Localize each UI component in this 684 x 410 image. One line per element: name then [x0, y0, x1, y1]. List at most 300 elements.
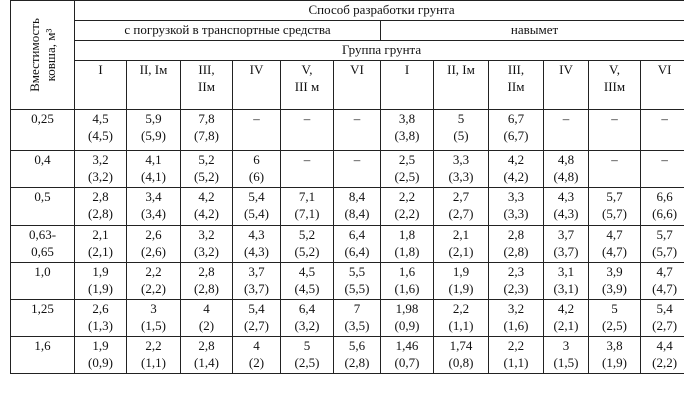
norm-value: 5,6	[348, 337, 366, 353]
norm-value: 3,1	[557, 263, 575, 279]
norm-value-cell	[281, 336, 334, 373]
norm-value-cell	[233, 225, 281, 262]
soil-group-header: Группа грунта	[75, 41, 684, 61]
norm-value-cell	[381, 188, 434, 225]
norm-value: 2,1	[92, 226, 109, 242]
norm-value: 3,3	[452, 152, 470, 168]
soil-group-cell	[434, 61, 489, 110]
norm-value-cell	[589, 262, 641, 299]
norm-value: –	[303, 111, 311, 126]
norm-value: 5,2	[198, 152, 215, 168]
norm-value-cell	[233, 262, 281, 299]
norm-value: 5	[303, 337, 311, 353]
norm-value-cell	[334, 188, 381, 225]
table-row	[11, 110, 684, 151]
norm-value: 2,2	[145, 337, 162, 353]
norm-value: 4	[253, 337, 260, 353]
norm-value: (2,2)	[394, 206, 420, 222]
norm-value: 2,1	[452, 226, 470, 242]
norm-value: (4,2)	[194, 206, 219, 222]
norm-value: (0,7)	[394, 354, 420, 370]
norm-value: (2,8)	[194, 280, 219, 296]
norm-value: 3,3	[507, 189, 525, 205]
norm-value-cell	[641, 151, 684, 188]
norm-value-cell	[544, 225, 589, 262]
norm-value: 2,8	[92, 189, 109, 205]
bucket-capacity-value: 0,4	[34, 152, 51, 168]
norm-value: 8,4	[348, 189, 366, 205]
soil-group-line: IV	[559, 62, 573, 77]
norm-value: 3,4	[145, 189, 162, 205]
norm-value: (6)	[248, 169, 265, 185]
norm-value: (0,9)	[88, 354, 113, 370]
norm-value-cell	[544, 299, 589, 336]
norm-value-cell	[489, 225, 544, 262]
norm-value-cell	[641, 336, 684, 373]
table-row	[11, 299, 684, 336]
norm-value: 4,3	[557, 189, 575, 205]
norm-value: –	[611, 111, 618, 126]
norm-value: 5,7	[656, 226, 673, 242]
norm-value: 2,2	[452, 300, 470, 316]
norm-value: (2,1)	[553, 317, 579, 333]
norm-value: (6,6)	[652, 206, 678, 222]
norm-value: (1,9)	[88, 280, 113, 296]
excavator-norms-table	[10, 0, 684, 374]
bucket-capacity-value: 1,0	[34, 263, 51, 279]
table-row	[11, 188, 684, 225]
norm-value: (3,4)	[141, 206, 166, 222]
norm-value: 3,2	[507, 300, 525, 316]
norm-value: 2,3	[507, 263, 525, 279]
soil-group-line: VI	[350, 62, 364, 77]
norm-value: 6,4	[348, 226, 366, 242]
norm-value: (3,2)	[294, 317, 320, 333]
norm-value: 5,7	[606, 189, 623, 205]
casting-header: навымет	[381, 21, 684, 41]
norm-value: 2,2	[507, 337, 525, 353]
norm-value: (4,3)	[553, 206, 579, 222]
norm-value-cell	[381, 299, 434, 336]
norm-value: (1,3)	[88, 317, 113, 333]
bucket-capacity-cell	[11, 225, 75, 262]
norm-value: 3,2	[198, 226, 215, 242]
soil-group-line: III м	[294, 79, 320, 94]
norm-value: (5,2)	[194, 169, 219, 185]
soil-group-line: IV	[249, 62, 264, 77]
bucket-capacity-value: 0,63-	[28, 226, 57, 242]
norm-value-cell	[233, 151, 281, 188]
norm-value: 2,8	[198, 263, 215, 279]
norm-value: 4,8	[557, 152, 575, 168]
norm-value: –	[253, 111, 260, 126]
bucket-capacity-cell	[11, 299, 75, 336]
norm-value-cell	[75, 336, 127, 373]
norm-value: (7,1)	[294, 206, 320, 222]
norm-value: (2,7)	[448, 206, 474, 222]
norm-value: 2,8	[507, 226, 525, 242]
norm-value-cell	[127, 188, 181, 225]
norm-value: (5,9)	[141, 128, 166, 143]
norm-value: (2,5)	[602, 317, 627, 333]
norm-value-cell	[127, 110, 181, 151]
norm-value: (1,1)	[141, 354, 166, 370]
norm-value: 3,7	[557, 226, 575, 242]
norm-value-cell	[641, 299, 684, 336]
norm-value-cell	[127, 262, 181, 299]
norm-value-cell	[181, 299, 233, 336]
norm-value: (1,6)	[503, 317, 529, 333]
norm-value: 3	[150, 300, 157, 316]
norm-value-cell	[489, 188, 544, 225]
norm-value: (3,7)	[553, 243, 579, 259]
norm-value-cell	[127, 336, 181, 373]
norm-value-cell	[381, 262, 434, 299]
norm-value: (3,2)	[194, 243, 219, 259]
norm-value-cell	[434, 225, 489, 262]
norm-value: –	[611, 152, 618, 168]
norm-value: 1,74	[449, 337, 473, 353]
norm-value-cell	[181, 336, 233, 373]
bucket-capacity-cell	[11, 110, 75, 151]
norm-value: 3,8	[398, 111, 416, 126]
norm-value: (8,4)	[344, 206, 370, 222]
soil-group-line: III,	[198, 62, 215, 77]
norm-value-cell	[489, 336, 544, 373]
norm-value: (2,8)	[344, 354, 370, 370]
norm-value: (2,5)	[394, 169, 420, 185]
norm-value: –	[353, 152, 361, 168]
norm-value-cell	[544, 151, 589, 188]
norm-value-cell	[281, 225, 334, 262]
norm-value: 2,2	[145, 263, 162, 279]
soil-group-line: V,	[301, 62, 313, 77]
norm-value: 2,5	[398, 152, 416, 168]
norm-value: (2,5)	[294, 354, 320, 370]
bucket-capacity-value: 0,25	[31, 111, 54, 126]
norm-value: (5)	[453, 128, 469, 143]
norm-value: 1,9	[92, 337, 109, 353]
soil-group-cell	[381, 61, 434, 110]
table-row	[11, 225, 684, 262]
norm-value-cell	[127, 225, 181, 262]
soil-group-cell	[75, 61, 127, 110]
norm-value-cell	[489, 110, 544, 151]
norm-value-cell	[334, 336, 381, 373]
norm-value-cell	[127, 299, 181, 336]
norm-value: 4,2	[557, 300, 575, 316]
norm-value: –	[562, 111, 570, 126]
norm-value: 6,6	[656, 189, 673, 205]
soil-group-line: IIIм	[603, 79, 626, 94]
norm-value-cell	[233, 299, 281, 336]
norm-value: (6,7)	[503, 128, 529, 143]
norm-value-cell	[233, 188, 281, 225]
norm-value-cell	[434, 262, 489, 299]
norm-value-cell	[75, 225, 127, 262]
soil-group-line: I	[98, 62, 103, 77]
norm-value: 6,4	[298, 300, 316, 316]
soil-group-line: IIм	[198, 79, 215, 94]
norm-value-cell	[281, 262, 334, 299]
soil-group-line: II, Iм	[139, 62, 168, 77]
norm-value: 2,7	[452, 189, 470, 205]
norm-value-cell	[181, 225, 233, 262]
norm-value: (2,8)	[503, 243, 529, 259]
norm-value: (1,1)	[448, 317, 474, 333]
norm-value: –	[661, 111, 668, 126]
norm-value-cell	[381, 336, 434, 373]
norm-value-cell	[281, 299, 334, 336]
soil-group-cell	[127, 61, 181, 110]
norm-value: 4,7	[606, 226, 623, 242]
norm-value: (3,1)	[553, 280, 579, 296]
norm-value: 5,9	[145, 111, 162, 126]
norm-value: (5,4)	[244, 206, 269, 222]
norm-value: (2,2)	[652, 354, 678, 370]
bucket-capacity-value: 1,6	[34, 337, 51, 353]
norm-value: (2,6)	[141, 243, 166, 259]
norm-value-cell	[75, 151, 127, 188]
norm-value-cell	[434, 299, 489, 336]
norm-value: –	[353, 111, 361, 126]
norm-value: 4,3	[248, 226, 265, 242]
norm-value-cell	[334, 110, 381, 151]
norm-value: 1,6	[398, 263, 416, 279]
norm-value: 5	[611, 300, 618, 316]
norm-value-cell	[334, 151, 381, 188]
norm-value: 4	[203, 300, 210, 316]
norm-value: (3,2)	[88, 169, 113, 185]
norm-value-cell	[75, 299, 127, 336]
norm-value: 4,2	[198, 189, 215, 205]
norm-value: (3,9)	[602, 280, 627, 296]
norm-value: (5,7)	[652, 243, 678, 259]
norm-value: (5,5)	[344, 280, 370, 296]
excavation-method-header: Способ разработки грунта	[75, 1, 684, 21]
norm-value-cell	[75, 110, 127, 151]
norm-value: 5,2	[298, 226, 316, 242]
norm-value: (3,7)	[244, 280, 269, 296]
norm-value: (0,9)	[394, 317, 420, 333]
bucket-capacity-cell	[11, 262, 75, 299]
bucket-capacity-cell	[11, 336, 75, 373]
norm-value-cell	[434, 336, 489, 373]
soil-group-cell	[489, 61, 544, 110]
soil-group-cell	[544, 61, 589, 110]
norm-value: (2)	[248, 354, 265, 370]
norm-value-cell	[434, 110, 489, 151]
norm-value: (3,3)	[448, 169, 474, 185]
norm-value: (2,7)	[244, 317, 269, 333]
soil-group-cell	[589, 61, 641, 110]
norm-value-cell	[641, 262, 684, 299]
norm-value: 1,9	[452, 263, 470, 279]
norm-value-cell	[589, 151, 641, 188]
norm-value: 2,2	[398, 189, 416, 205]
soil-group-cell	[233, 61, 281, 110]
norm-value: 3,9	[606, 263, 623, 279]
norm-value-cell	[233, 336, 281, 373]
norm-value-cell	[489, 299, 544, 336]
norm-value-cell	[334, 299, 381, 336]
norm-value: (7,8)	[194, 128, 219, 143]
soil-group-line: II, Iм	[447, 62, 475, 77]
norm-value: (1,5)	[141, 317, 166, 333]
norm-value: 2,6	[92, 300, 109, 316]
norm-value-cell	[641, 225, 684, 262]
norm-value-cell	[75, 188, 127, 225]
norm-value: (4,5)	[294, 280, 320, 296]
soil-group-line: III,	[507, 62, 525, 77]
norm-value: 4,1	[145, 152, 162, 168]
norm-value: 7,1	[298, 189, 316, 205]
norm-value: (3,8)	[394, 128, 420, 143]
norm-value: (4,3)	[244, 243, 269, 259]
norm-value-cell	[381, 110, 434, 151]
norm-value-cell	[434, 188, 489, 225]
norm-value: (5,7)	[602, 206, 627, 222]
norm-value: 4,2	[507, 152, 525, 168]
norm-value: 5,4	[248, 189, 265, 205]
norm-value: (2)	[198, 317, 215, 333]
norm-value: (4,1)	[141, 169, 166, 185]
norm-value: 6	[253, 152, 260, 168]
norm-value-cell	[233, 110, 281, 151]
norm-value: 1,46	[395, 337, 419, 353]
norm-value-cell	[589, 336, 641, 373]
norm-value-cell	[434, 151, 489, 188]
soil-group-line: IIм	[507, 79, 525, 94]
bucket-capacity-value: 0,5	[34, 189, 51, 205]
norm-value: (4,7)	[652, 280, 678, 296]
norm-value-cell	[181, 151, 233, 188]
norm-value: (0,8)	[448, 354, 474, 370]
norm-value: 1,8	[398, 226, 416, 242]
norm-value: 5	[457, 111, 465, 126]
bucket-capacity-cell	[11, 151, 75, 188]
norm-value-cell	[381, 225, 434, 262]
with-loading-header: с погрузкой в транспортные средства	[75, 21, 381, 41]
soil-group-line: V,	[609, 62, 620, 77]
norm-value-cell	[589, 225, 641, 262]
norm-value-cell	[181, 188, 233, 225]
norm-value-cell	[75, 262, 127, 299]
norm-value: (3,5)	[344, 317, 370, 333]
norm-value-cell	[489, 262, 544, 299]
norm-value-cell	[544, 262, 589, 299]
norm-value: 3,2	[92, 152, 109, 168]
norm-value-cell	[281, 110, 334, 151]
norm-value: 4,4	[656, 337, 673, 353]
norm-value: (1,8)	[394, 243, 420, 259]
soil-group-cell	[641, 61, 684, 110]
soil-group-cell	[334, 61, 381, 110]
norm-value: (2,1)	[448, 243, 474, 259]
soil-group-line: I	[404, 62, 410, 77]
norm-value: 7	[353, 300, 361, 316]
norm-value: 5,5	[348, 263, 366, 279]
norm-value: 4,5	[92, 111, 109, 126]
norm-value-cell	[589, 299, 641, 336]
norm-value: (2,8)	[88, 206, 113, 222]
norm-value-cell	[589, 188, 641, 225]
norm-value-cell	[281, 151, 334, 188]
table-body	[11, 110, 684, 374]
norm-value: 1,9	[92, 263, 109, 279]
bucket-capacity-header	[11, 1, 75, 110]
norm-value: (1,6)	[394, 280, 420, 296]
norm-value: (2,3)	[503, 280, 529, 296]
norm-value: (6,4)	[344, 243, 370, 259]
norm-value: 7,8	[198, 111, 215, 126]
norm-value-cell	[489, 151, 544, 188]
norm-value-cell	[544, 188, 589, 225]
norm-value: (1,4)	[194, 354, 219, 370]
norm-value: 3	[562, 337, 570, 353]
norm-value: 5,4	[248, 300, 265, 316]
norm-value: 1,98	[395, 300, 419, 316]
norm-value: (1,1)	[503, 354, 529, 370]
bucket-capacity-cell	[11, 188, 75, 225]
norm-value: –	[303, 152, 311, 168]
norm-value: (4,5)	[88, 128, 113, 143]
table-row	[11, 262, 684, 299]
norm-value: (4,2)	[503, 169, 529, 185]
norm-value: (4,8)	[553, 169, 579, 185]
bucket-capacity-value: 1,25	[31, 300, 54, 316]
soil-group-cell	[181, 61, 233, 110]
norm-value-cell	[544, 336, 589, 373]
norm-value-cell	[127, 151, 181, 188]
norm-value-cell	[381, 151, 434, 188]
norm-value-cell	[181, 262, 233, 299]
norm-value-cell	[334, 262, 381, 299]
norm-value-cell	[544, 110, 589, 151]
soil-group-cell	[281, 61, 334, 110]
norm-value: 5,4	[656, 300, 673, 316]
norm-value: 4,7	[656, 263, 673, 279]
norm-value-cell	[181, 110, 233, 151]
soil-group-row	[11, 61, 684, 110]
norm-value-cell	[281, 188, 334, 225]
norm-value: (2,2)	[141, 280, 166, 296]
norm-value: 3,8	[606, 337, 623, 353]
norm-value-cell	[589, 110, 641, 151]
norm-value-cell	[641, 110, 684, 151]
bucket-capacity-label-line2: ковша, м³	[42, 28, 58, 82]
norm-value: (1,9)	[448, 280, 474, 296]
norm-value-cell	[641, 188, 684, 225]
table-row	[11, 151, 684, 188]
norm-value: (5,2)	[294, 243, 320, 259]
bucket-capacity-label-line1: Вместимость	[26, 18, 42, 92]
norm-value: 6,7	[507, 111, 525, 126]
norm-value: –	[661, 152, 668, 168]
norm-value: 2,6	[145, 226, 162, 242]
norm-value: 2,8	[198, 337, 215, 353]
norm-value: (2,7)	[652, 317, 678, 333]
norm-value: 4,5	[298, 263, 316, 279]
norm-value-cell	[334, 225, 381, 262]
norm-value: (3,3)	[503, 206, 529, 222]
norm-value: (1,5)	[553, 354, 579, 370]
table-row	[11, 336, 684, 373]
bucket-capacity-value: 0,65	[31, 243, 54, 259]
norm-value: (4,7)	[602, 243, 627, 259]
soil-group-line: VI	[657, 62, 672, 77]
norm-value: 3,7	[248, 263, 265, 279]
